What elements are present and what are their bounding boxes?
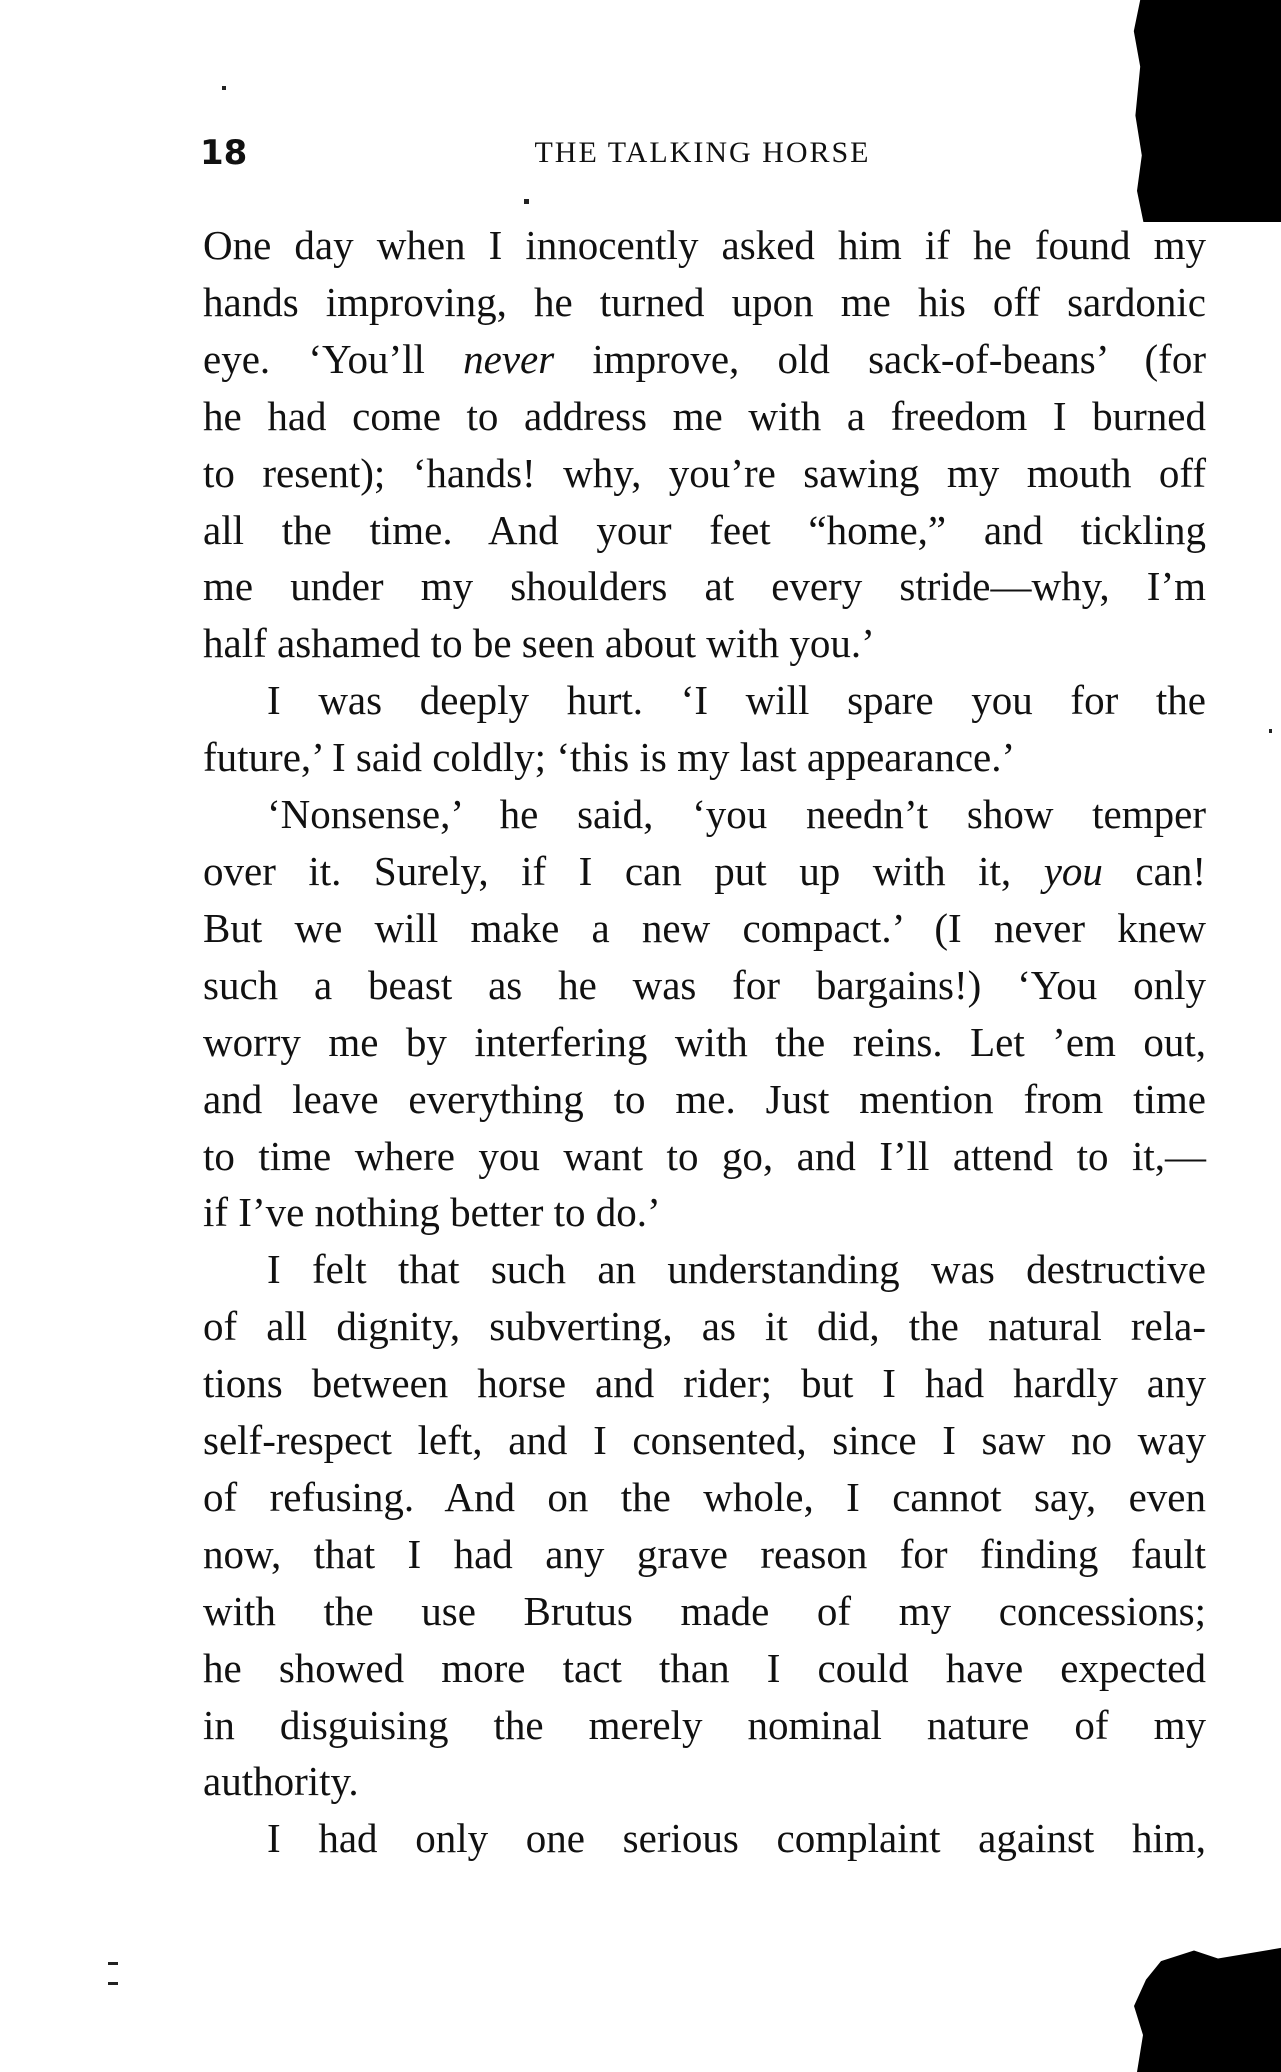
text-line: hands improving, he turned upon me his off sardonic (203, 278, 1206, 325)
italic-emphasis: never (463, 335, 555, 382)
body-text (203, 217, 1206, 1867)
text-line: I felt that such an understanding was destructive (267, 1246, 1206, 1293)
text-line: me under my shoulders at every stride—why, I’m (203, 563, 1206, 610)
text-line: and leave everything to me. Just mention from time (203, 1075, 1206, 1122)
scan-speck (1269, 729, 1272, 733)
text-line: all the time. And your feet “home,” and tickling (203, 506, 1206, 553)
text-line: I had only one serious complaint against him, (267, 1815, 1206, 1862)
text-line: I was deeply hurt. ‘I will spare you for the (267, 677, 1206, 724)
paragraph (203, 786, 1206, 1241)
page-number: 18 (200, 133, 248, 173)
text-line: in disguising the merely nominal nature of my (203, 1701, 1206, 1748)
paragraph (203, 217, 1206, 672)
scan-shadow-bottom-right (1131, 1940, 1281, 2072)
scan-speck (222, 86, 226, 90)
text-line: to resent); ‘hands! why, you’re sawing my mouth off (203, 449, 1206, 496)
scan-speck (108, 1962, 118, 1965)
text-line: now, that I had any grave reason for finding fault (203, 1530, 1206, 1577)
text-line: tions between horse and rider; but I had hardly any (203, 1360, 1206, 1407)
text-line: of all dignity, subverting, as it did, the natural rela- (203, 1303, 1206, 1350)
text-line: But we will make a new compact.’ (I never knew (203, 904, 1206, 951)
text-line: with the use Brutus made of my concessions; (203, 1587, 1206, 1634)
text-line: of refusing. And on the whole, I cannot say, even (203, 1473, 1206, 1520)
text-line: he showed more tact than I could have expected (203, 1644, 1206, 1691)
scan-speck (108, 1982, 118, 1985)
paragraph (203, 1241, 1206, 1810)
text-line: ‘Nonsense,’ he said, ‘you needn’t show temper (267, 791, 1206, 838)
text-line: he had come to address me with a freedom I burned (203, 392, 1206, 439)
text-line: worry me by interfering with the reins. Let ’em out, (203, 1018, 1206, 1065)
text-line: half ashamed to be seen about with you.’ (203, 620, 875, 667)
text-line: eye. ‘You’ll never improve, old sack-of-beans’ (for (203, 335, 1206, 382)
text-line: authority. (203, 1758, 359, 1805)
scan-speck (524, 199, 529, 204)
text-line: self-respect left, and I consented, since I saw no way (203, 1417, 1206, 1464)
page-header (200, 128, 1205, 178)
running-title: THE TALKING HORSE (534, 136, 871, 169)
text-line: such a beast as he was for bargains!) ‘You only (203, 961, 1206, 1008)
italic-emphasis: you (1043, 847, 1103, 894)
text-line: One day when I innocently asked him if he found my (203, 222, 1206, 268)
text-line: to time where you want to go, and I’ll attend to it,— (203, 1132, 1206, 1179)
text-line: if I’ve nothing better to do.’ (203, 1189, 661, 1236)
text-line: over it. Surely, if I can put up with it, you can! (203, 847, 1206, 894)
scan-shadow-top-right (1121, 0, 1281, 222)
paragraph (203, 672, 1206, 786)
paragraph (203, 1810, 1206, 1867)
text-line: future,’ I said coldly; ‘this is my last appearance.’ (203, 734, 1016, 781)
